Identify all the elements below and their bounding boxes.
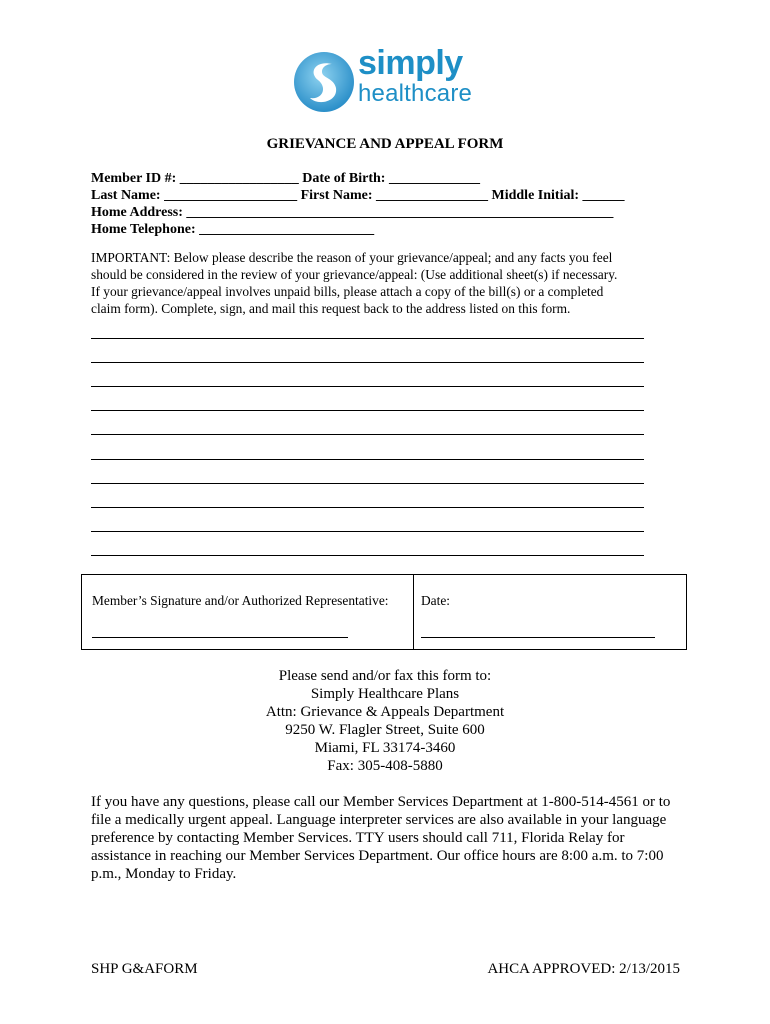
signature-divider bbox=[413, 575, 414, 649]
address-line: Simply Healthcare Plans bbox=[310, 686, 460, 702]
member-signature-line[interactable] bbox=[92, 637, 348, 638]
logo-wordmark-healthcare: healthcare bbox=[358, 80, 473, 107]
questions-paragraph bbox=[91, 793, 691, 883]
description-line[interactable] bbox=[91, 507, 644, 508]
description-line[interactable] bbox=[91, 459, 644, 460]
signature-box bbox=[81, 574, 687, 650]
member-id-dob-row[interactable]: Member ID #: _________________ Date of Birth: _____________ bbox=[91, 171, 480, 186]
home-address-row[interactable]: Home Address: _____________________________________________________________ bbox=[91, 205, 614, 220]
questions-line: preference by contacting Member Services. TTY users should call 711, Florida Relay for bbox=[91, 830, 625, 846]
description-line[interactable] bbox=[91, 555, 644, 556]
logo-mark-icon bbox=[292, 50, 356, 114]
home-telephone-row[interactable]: Home Telephone: _________________________ bbox=[91, 222, 375, 237]
member-info-fields bbox=[91, 170, 625, 238]
approval-date: AHCA APPROVED: 2/13/2015 bbox=[487, 961, 680, 977]
important-line: IMPORTANT: Below please describe the reason of your grievance/appeal; and any facts you feel bbox=[91, 250, 613, 265]
fax-number: Fax: 305-408-5880 bbox=[327, 758, 443, 774]
address-line: Attn: Grievance & Appeals Department bbox=[265, 704, 505, 720]
member-signature-label: Member’s Signature and/or Authorized Representative: bbox=[92, 593, 389, 608]
address-line: Miami, FL 33174-3460 bbox=[314, 740, 456, 756]
questions-line: file a medically urgent appeal. Language interpreter services are also available in your language bbox=[91, 812, 667, 828]
description-line[interactable] bbox=[91, 483, 644, 484]
simply-healthcare-logo bbox=[292, 44, 482, 116]
description-line[interactable] bbox=[91, 410, 644, 411]
description-line[interactable] bbox=[91, 362, 644, 363]
name-row[interactable]: Last Name: ___________________ First Name: ________________ Middle Initial: ______ bbox=[91, 188, 625, 203]
questions-line: assistance in reaching our Member Services Department. Our office hours are 8:00 a.m. to 7:00 bbox=[91, 848, 664, 864]
important-instructions bbox=[91, 249, 651, 317]
signature-date-line[interactable] bbox=[421, 637, 655, 638]
form-code: SHP G&AFORM bbox=[91, 961, 198, 977]
questions-line: If you have any questions, please call our Member Services Department at 1-800-514-4561 or to bbox=[91, 794, 671, 810]
important-line: If your grievance/appeal involves unpaid bills, please attach a copy of the bill(s) or a completed bbox=[91, 284, 604, 299]
address-line: 9250 W. Flagler Street, Suite 600 bbox=[285, 722, 485, 738]
important-line: should be considered in the review of your grievance/appeal: (Use additional sheet(s) if necessary. bbox=[91, 267, 618, 282]
description-line[interactable] bbox=[91, 386, 644, 387]
important-line: claim form). Complete, sign, and mail this request back to the address listed on this form. bbox=[91, 301, 571, 316]
description-line[interactable] bbox=[91, 434, 644, 435]
description-line[interactable] bbox=[91, 338, 644, 339]
date-label: Date: bbox=[421, 593, 450, 608]
questions-line: p.m., Monday to Friday. bbox=[91, 866, 237, 882]
address-line: Please send and/or fax this form to: bbox=[278, 668, 492, 684]
mailing-address bbox=[0, 667, 770, 775]
description-line[interactable] bbox=[91, 531, 644, 532]
form-title: GRIEVANCE AND APPEAL FORM bbox=[266, 136, 504, 152]
logo-wordmark-simply: simply bbox=[358, 44, 463, 82]
